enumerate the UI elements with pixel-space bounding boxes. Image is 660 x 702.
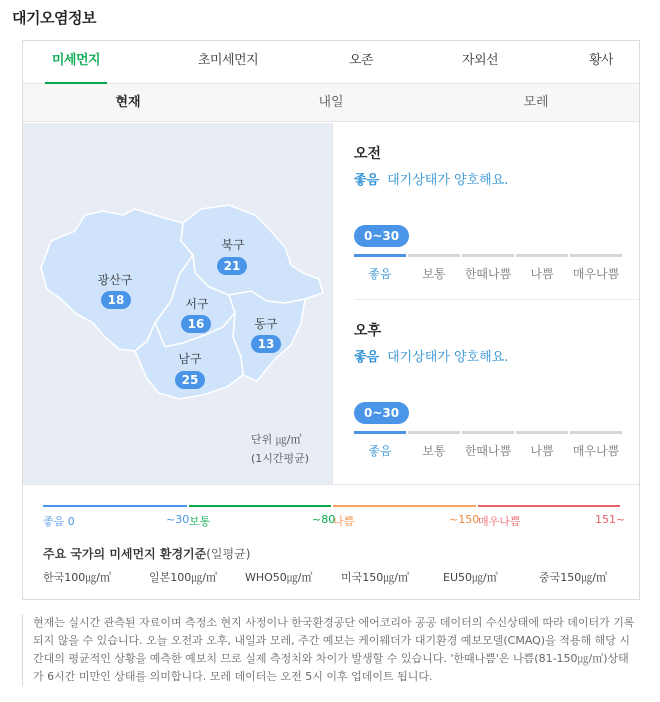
am-scale-label-very-bad: 매우나쁨: [572, 267, 620, 281]
standards-subtitle: (일평균): [206, 547, 251, 561]
tab-ozone[interactable]: 오존: [348, 53, 374, 68]
region-name-seo: 서구: [185, 297, 209, 311]
tab-ultrafine-dust[interactable]: 초미세먼지: [197, 53, 259, 68]
legend-good-end: ~30: [166, 513, 190, 526]
am-status-message: 대기상태가 양호해요.: [387, 173, 509, 188]
page-title: 대기오염정보: [12, 9, 96, 27]
tab-uv[interactable]: 자외선: [461, 53, 499, 68]
day-tab-tomorrow[interactable]: 내일: [318, 95, 344, 110]
am-scale-seg-bad: [516, 254, 568, 257]
day-tab-now[interactable]: 현재: [115, 95, 141, 110]
pollutant-tabs: [23, 41, 639, 84]
day-tabs: [23, 84, 639, 122]
am-label: 오전: [354, 146, 382, 162]
legend-normal-end: ~80: [312, 513, 336, 526]
pm-scale-label-normal: 보통: [422, 444, 446, 458]
legend-bad-end: ~150: [449, 513, 480, 526]
pm-scale-seg-bad: [516, 431, 568, 434]
day-tab-day-after[interactable]: 모레: [523, 95, 549, 110]
standards-title: [43, 545, 250, 562]
region-map: [23, 123, 332, 484]
grade-legend: [23, 484, 639, 600]
legend-good-start: 좋음 0: [43, 515, 75, 528]
standard-korea: 한국100㎍/㎥: [43, 571, 111, 584]
pm-status: [354, 346, 508, 365]
region-name-dong: 동구: [254, 317, 278, 331]
am-scale-label-good: 좋음: [368, 267, 392, 281]
forecast-panel: [332, 123, 639, 484]
standard-usa: 미국150㎍/㎥: [341, 571, 409, 584]
region-value-dong[interactable]: 13: [251, 335, 281, 353]
pm-status-message: 대기상태가 양호해요.: [387, 350, 509, 365]
unit-label: 단위 ㎍/㎥: [251, 433, 302, 446]
pm-scale-seg-normal: [408, 431, 460, 434]
pm-status-grade: 좋음: [354, 350, 380, 365]
am-range-pill: 0~30: [354, 225, 409, 247]
region-value-gwangsan[interactable]: 18: [101, 291, 131, 309]
pm-label: 오후: [354, 323, 382, 339]
pm-scale-label-bad: 나쁨: [530, 444, 554, 458]
pm-scale-seg-very-bad: [570, 431, 622, 434]
am-scale-label-bad: 나쁨: [530, 267, 554, 281]
standards-title-text: 주요 국가의 미세먼지 환경기준: [43, 547, 207, 561]
legend-bar-good: [43, 505, 187, 507]
am-scale-seg-temp-bad: [462, 254, 514, 257]
standard-china: 중국150㎍/㎥: [539, 571, 607, 584]
average-label: (1시간평균): [251, 452, 310, 465]
legend-bar-normal: [189, 505, 331, 507]
legend-bar-bad: [333, 505, 476, 507]
pm-scale-label-good: 좋음: [368, 444, 392, 458]
am-scale-seg-good: [354, 254, 406, 257]
legend-very-bad-start: 매우나쁨: [478, 515, 521, 528]
am-scale-label-normal: 보통: [422, 267, 446, 281]
am-scale-seg-very-bad: [570, 254, 622, 257]
am-status: [354, 169, 508, 188]
am-pm-divider: [354, 299, 639, 300]
am-scale-seg-normal: [408, 254, 460, 257]
legend-normal-start: 보통: [189, 515, 211, 528]
panel-divider: [332, 123, 333, 484]
region-name-buk: 북구: [221, 238, 245, 252]
standard-eu: EU50㎍/㎥: [443, 571, 498, 584]
am-status-grade: 좋음: [354, 173, 380, 188]
pm-range-pill: 0~30: [354, 402, 409, 424]
region-name-nam: 남구: [178, 352, 202, 366]
data-notice: 현재는 실시간 관측된 자료이며 측정소 현지 사정이나 한국환경공단 에어코리아 공공 데이터의 수신상태에 따라 데이터가 기록되지 않을 수 있습니다. 오늘 오전과 오후, 내일과 모레, 주간 예보는 케이웨더가 대기환경 예보모델(CMAQ)을 적용해 해당 시간대의 평균적인 상황을 예측한 예보치 므로 실제 측정치와 차이가 발생할 수 있습니다. '한때나쁨'은 나쁨(81-150㎍/㎥)상태가 6시간 미만인 상태를 의미합니다. 모레 데이터는 오전 5시 이후 업데이트 됩니다.: [22, 614, 638, 686]
am-scale-label-temp-bad: 한때나쁨: [464, 267, 512, 281]
pm-scale-seg-good: [354, 431, 406, 434]
pm-scale-label-very-bad: 매우나쁨: [572, 444, 620, 458]
standard-who: WHO50㎍/㎥: [245, 571, 313, 584]
region-value-buk[interactable]: 21: [217, 257, 247, 275]
legend-bar-very-bad: [478, 505, 620, 507]
tab-fine-dust[interactable]: 미세먼지: [45, 41, 107, 84]
region-value-nam[interactable]: 25: [175, 371, 205, 389]
region-name-gwangsan: 광산구: [97, 273, 133, 287]
region-value-seo[interactable]: 16: [181, 315, 211, 333]
air-pollution-card: [22, 40, 640, 600]
pm-scale-label-temp-bad: 한때나쁨: [464, 444, 512, 458]
legend-very-bad-end: 151~: [595, 513, 626, 526]
tab-yellow-dust[interactable]: 황사: [588, 53, 614, 68]
pm-scale-seg-temp-bad: [462, 431, 514, 434]
legend-bad-start: 나쁨: [333, 515, 355, 528]
standard-japan: 일본100㎍/㎥: [149, 571, 217, 584]
